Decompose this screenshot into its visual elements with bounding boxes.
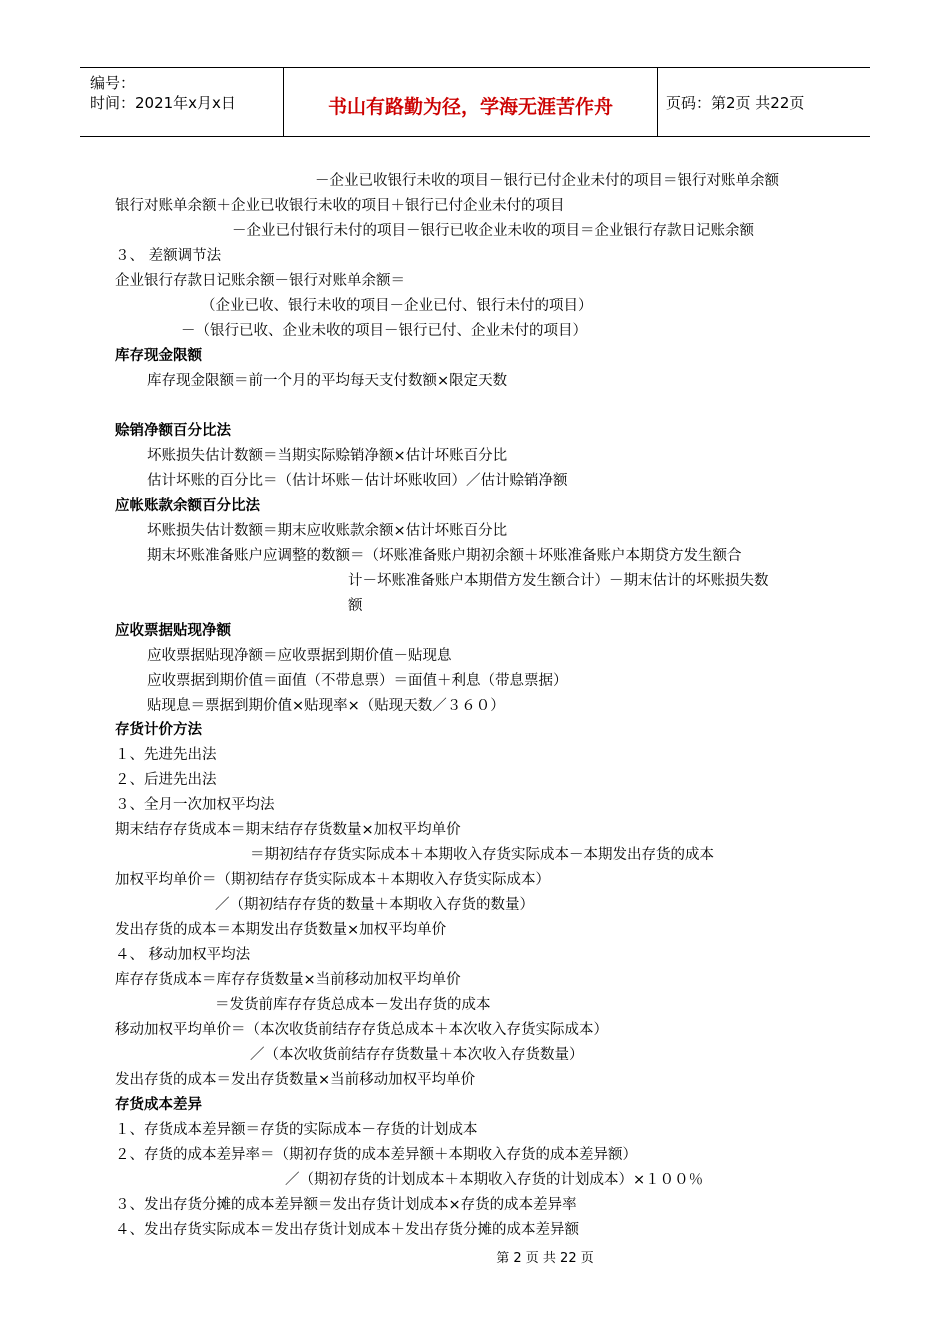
text-line: ２、后进先出法 (115, 772, 217, 788)
text-line: 坏账损失估计数额＝期末应收账款余额×估计坏账百分比 (147, 523, 508, 539)
text-line: １、存货成本差异额＝存货的实际成本－存货的计划成本 (115, 1122, 478, 1138)
text-line: 额 (348, 598, 363, 614)
section-heading: 库存现金限额 (115, 348, 202, 364)
text-line: ２、存货的成本差异率＝（期初存货的成本差异额＋本期收入存货的成本差异额） (115, 1147, 637, 1163)
header-page-cell (658, 68, 870, 136)
header-motto: 书山有路勤为径，学海无涯苦作舟 (327, 96, 613, 118)
section-heading: 存货计价方法 (115, 722, 202, 738)
footer-page-number: 第 2 页 共 22 页 (496, 1251, 594, 1266)
page-footer (0, 1247, 950, 1266)
text-line: ／（期初结存存货的数量＋本期收入存货的数量） (215, 897, 534, 913)
text-line: ４、 移动加权平均法 (115, 947, 251, 963)
text-line: 坏账损失估计数额＝当期实际赊销净额×估计坏账百分比 (147, 448, 508, 464)
section-heading: 赊销净额百分比法 (115, 423, 231, 439)
text-line: ３、 差额调节法 (115, 248, 222, 264)
text-line: 企业银行存款日记账余额－银行对账单余额＝ (115, 273, 405, 289)
header-motto-cell (284, 68, 658, 136)
text-line: ３、发出存货分摊的成本差异额＝发出存货计划成本×存货的成本差异率 (115, 1197, 577, 1213)
text-line: ４、发出存货实际成本＝发出存货计划成本＋发出存货分摊的成本差异额 (115, 1222, 579, 1238)
page-header (80, 67, 870, 137)
text-line: 发出存货的成本＝本期发出存货数量×加权平均单价 (115, 922, 447, 938)
section-heading: 应帐账款余额百分比法 (115, 498, 260, 514)
text-line: 库存存货成本＝库存存货数量×当前移动加权平均单价 (115, 972, 461, 988)
text-line: 加权平均单价＝（期初结存存货实际成本＋本期收入存货实际成本） (115, 872, 550, 888)
text-line: ＝期初结存存货实际成本＋本期收入存货实际成本－本期发出存货的成本 (250, 847, 714, 863)
text-line: 银行对账单余额＋企业已收银行未收的项目＋银行已付企业未付的项目 (115, 198, 565, 214)
text-line: 估计坏账的百分比＝（估计坏账－估计坏账收回）／估计赊销净额 (147, 473, 568, 489)
text-line: －企业已付银行未付的项目－银行已收企业未收的项目＝企业银行存款日记账余额 (232, 223, 754, 239)
text-line: （企业已收、银行未收的项目－企业已付、银行未付的项目） (201, 298, 593, 314)
text-line: ／（本次收货前结存存货数量＋本次收入存货数量） (250, 1047, 584, 1063)
text-line: 计－坏账准备账户本期借方发生额合计）－期末估计的坏账损失数 (348, 573, 769, 589)
text-line: －企业已收银行未收的项目－银行已付企业未付的项目＝银行对账单余额 (315, 173, 779, 189)
text-line: １、先进先出法 (115, 747, 217, 763)
section-heading: 应收票据贴现净额 (115, 623, 231, 639)
header-info-cell (80, 68, 284, 136)
document-date-label: 时间：2021年x月x日 (90, 94, 236, 112)
text-line: 移动加权平均单价＝（本次收货前结存存货总成本＋本次收入存货实际成本） (115, 1022, 608, 1038)
text-line: 应收票据贴现净额＝应收票据到期价值－贴现息 (147, 648, 452, 664)
text-line: 贴现息＝票据到期价值×贴现率×（贴现天数／３６０） (147, 698, 505, 714)
text-line: ＝发货前库存存货总成本－发出存货的成本 (215, 997, 491, 1013)
text-line: －（银行已收、企业未收的项目－银行已付、企业未付的项目） (181, 323, 587, 339)
section-heading: 存货成本差异 (115, 1097, 202, 1113)
text-line: 期末坏账准备账户应调整的数额＝（坏账准备账户期初余额＋坏账准备账户本期贷方发生额合 (147, 548, 742, 564)
text-line: 应收票据到期价值＝面值（不带息票）＝面值＋利息（带息票据） (147, 673, 568, 689)
text-line: ３、全月一次加权平均法 (115, 797, 275, 813)
text-line: 库存现金限额＝前一个月的平均每天支付数额×限定天数 (147, 373, 508, 389)
header-page-number: 页码：第2页 共22页 (666, 94, 805, 112)
text-line: 发出存货的成本＝发出存货数量×当前移动加权平均单价 (115, 1072, 476, 1088)
text-line: ／（期初存货的计划成本＋本期收入存货的计划成本）×１００％ (285, 1172, 704, 1188)
document-code-label: 编号： (90, 74, 136, 92)
text-line: 期末结存存货成本＝期末结存存货数量×加权平均单价 (115, 822, 461, 838)
